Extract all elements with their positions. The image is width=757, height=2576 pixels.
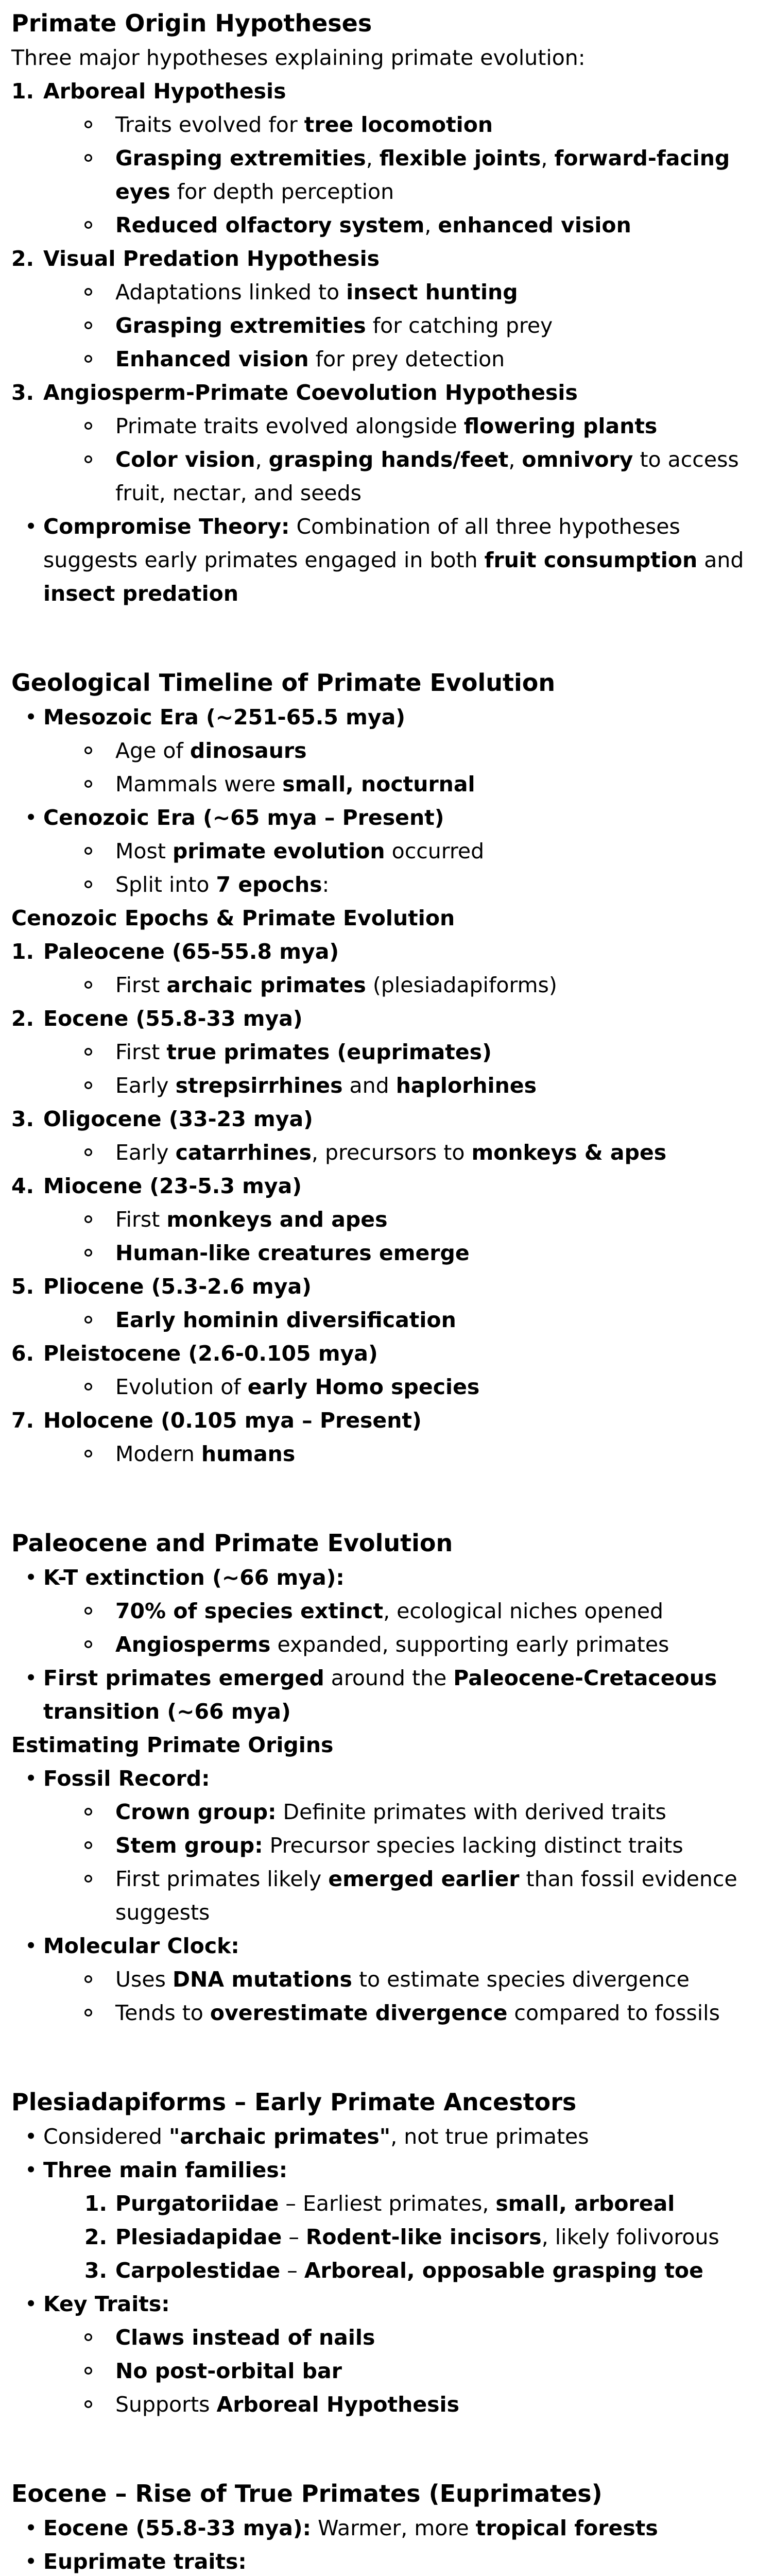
bold-text: insect predation [43,581,239,606]
intro-text: Three major hypotheses explaining primate evolution: [11,45,586,70]
bold-text: 70% of species extinct [115,1599,384,1623]
sub-item [84,1829,748,1862]
list-number: 1. [84,2191,108,2216]
sub-list [43,108,748,242]
bold-text: overestimate divergence [210,2001,508,2025]
sub-list [43,410,748,510]
subsection-title: Cenozoic Epochs & Primate Evolution [11,906,455,930]
bold-text: Molecular Clock: [43,1934,239,1958]
item-heading: Oligocene (33-23 mya) [43,1107,313,1131]
item-heading: Pleistocene (2.6-0.105 mya) [43,1341,378,1366]
sub-item [84,768,748,801]
bold-text: flowering plants [463,414,658,438]
text-run: Uses [115,1967,173,1992]
item-heading: Paleocene (65-55.8 mya) [43,939,339,964]
text-run: Combination of all three hypotheses suggests early primates engaged in both [43,514,680,572]
bullet-marker: • [25,2124,38,2149]
text-run: Warmer, more [311,2516,476,2540]
circle-bullet [84,1383,92,1391]
text-run: Traits evolved for [115,112,304,137]
eocene-list [11,2512,748,2576]
circle-bullet [84,880,92,888]
text-run: and [342,1073,396,1098]
text-run: – [282,2225,306,2249]
bold-text: small, arboreal [495,2191,675,2216]
text-run: for prey detection [308,347,505,371]
circle-bullet [84,1316,92,1324]
sub-item [84,2388,748,2421]
hypothesis-item [11,75,748,242]
sub-item [84,734,748,768]
circle-bullet [84,355,92,363]
list-number: 7. [11,1408,35,1433]
text-run: Early [115,1073,176,1098]
bold-text: archaic primates [166,973,366,997]
text-run: Mammals were [115,772,283,796]
traits-item [11,2287,748,2421]
euprimate-traits-item [11,2545,748,2576]
bold-text: Stem group: [115,1833,263,1858]
bullet-marker: • [25,2549,38,2574]
origin-method-item [11,1762,748,1929]
bold-text: omnivory [522,447,633,472]
text-run: Early [115,1140,176,1165]
text-run: for catching prey [366,313,553,338]
epoch-item [11,1404,748,1471]
bold-text: haplorhines [395,1073,537,1098]
item-heading: Euprimate traits: [43,2549,247,2574]
sub-list [43,734,748,801]
bold-text: catarrhines [175,1140,312,1165]
family-item [84,2187,748,2221]
origins-list [11,1762,748,2030]
circle-bullet [84,1975,92,1983]
epoch-item [11,1170,748,1270]
bold-text: Reduced olfactory system [115,213,425,238]
bold-text: fruit consumption [484,548,698,572]
section-primate-origin-hypotheses [11,5,748,611]
text-run: than fossil evidence suggests [115,1867,737,1925]
list-number: 5. [11,1274,35,1299]
subsection-title: Estimating Primate Origins [11,1733,334,1757]
text-run: , not true primates [390,2124,589,2149]
sub-item [84,2321,748,2354]
list-number: 4. [11,1174,35,1198]
list-number: 1. [11,79,35,104]
epoch-item [11,1337,748,1404]
text-run: Age of [115,738,190,763]
origin-method-item [11,1929,748,2030]
sub-item [84,1303,748,1337]
bold-text: Mesozoic Era (~251-65.5 mya) [43,705,405,730]
bold-text: primate evolution [172,839,385,863]
text-run: Precursor species lacking distinct traits [263,1833,683,1858]
text-run: Tends to [115,2001,210,2025]
bold-text: Grasping extremities [115,313,366,338]
circle-bullet [84,847,92,855]
bullet-marker: • [25,1565,38,1590]
bold-text: "archaic primates" [168,2124,391,2149]
sub-list [43,1595,748,1662]
bold-text: Early hominin diversification [115,1308,456,1332]
text-run: occurred [385,839,485,863]
bold-text: First primates emerged [43,1666,324,1690]
text-run: compared to fossils [507,2001,720,2025]
section-title: Paleocene and Primate Evolution [11,1529,453,1557]
bold-text: Claws instead of nails [115,2325,375,2350]
circle-bullet [84,1808,92,1816]
list-number: 3. [11,380,35,405]
bold-text: Purgatoriidae [115,2191,279,2216]
families-item [11,2154,748,2287]
bold-text: tree locomotion [304,112,493,137]
section-paleocene [11,1525,748,2030]
circle-bullet [84,154,92,162]
sub-item [84,108,748,142]
bold-text: Plesiadapidae [115,2225,282,2249]
circle-bullet [84,1081,92,1089]
plesiadapiform-list [11,2120,748,2421]
sub-list [43,276,748,376]
sub-list [43,835,748,902]
bold-text: monkeys & apes [471,1140,667,1165]
bold-text: small, nocturnal [282,772,475,796]
sub-item [84,1862,748,1929]
item-heading: Key Traits: [43,2292,170,2316]
hypothesis-item [11,242,748,376]
sub-item [84,1203,748,1236]
bold-text: early Homo species [247,1375,480,1399]
epoch-item [11,935,748,1002]
sub-item [84,1996,748,2030]
sub-item [84,1236,748,1270]
text-run: , [541,146,555,171]
bold-text: Cenozoic Era (~65 mya – Present) [43,805,444,830]
era-item [11,701,748,801]
item-heading: Arboreal Hypothesis [43,79,286,104]
text-run: , [366,146,380,171]
bold-text: flexible joints [379,146,541,171]
sub-item [84,343,748,376]
compromise-item [11,510,748,611]
section-plesiadapiforms [11,2084,748,2421]
bold-text: Arboreal Hypothesis [216,2392,459,2417]
list-number: 3. [11,1107,35,1131]
text-run: Split into [115,872,216,897]
epoch-item [11,1103,748,1170]
section-title: Eocene – Rise of True Primates (Euprimates) [11,2480,603,2507]
item-heading: Pliocene (5.3-2.6 mya) [43,1274,312,1299]
sub-item [84,1036,748,1069]
bullet-marker: • [25,514,38,539]
sub-item [84,835,748,868]
circle-bullet [84,1215,92,1223]
text-run: First [115,1207,167,1232]
bullet-marker: • [25,2516,38,2540]
sub-item [84,1963,748,1996]
circle-bullet [84,1875,92,1883]
bold-text: Arboreal, opposable grasping toe [304,2258,703,2283]
section-geological-timeline [11,665,748,1471]
bold-text: insect hunting [346,280,518,304]
paleocene-item [11,1662,748,1728]
sub-list [43,1036,748,1103]
list-number: 1. [11,939,35,964]
hypothesis-item [11,376,748,510]
circle-bullet [84,1048,92,1056]
bold-text: Eocene (55.8-33 mya): [43,2516,312,2540]
text-run: Modern [115,1442,201,1466]
bold-text: dinosaurs [190,738,307,763]
bullet-marker: • [25,2158,38,2182]
text-run: expanded, supporting early primates [270,1632,669,1657]
text-run: , [508,447,522,472]
bold-text: Fossil Record: [43,1766,210,1791]
text-run: , [424,213,438,238]
sub-item [84,1370,748,1404]
bold-text: Human-like creatures emerge [115,1241,470,1265]
bold-text: 7 epochs [216,872,322,897]
sub-item [84,142,748,209]
item-heading: Holocene (0.105 mya – Present) [43,1408,422,1433]
bold-text: enhanced vision [438,213,631,238]
text-run: for depth perception [170,179,394,204]
bullet-marker: • [25,1766,38,1791]
circle-bullet [84,1450,92,1458]
paleocene-item [11,1561,748,1662]
text-run: Adaptations linked to [115,280,347,304]
sub-item [84,868,748,902]
text-run: Supports [115,2392,217,2417]
text-run: – [280,2258,304,2283]
hypothesis-list [11,75,748,611]
text-run: Considered [43,2124,169,2149]
text-run: , [255,447,269,472]
sub-item [84,443,748,510]
text-run: – Earliest primates, [279,2191,496,2216]
text-run: (plesiadapiforms) [366,973,557,997]
text-run: and [697,548,744,572]
text-run: , likely folivorous [541,2225,719,2249]
circle-bullet [84,1249,92,1257]
era-list [11,701,748,902]
paleocene-list [11,1561,748,1728]
sub-list [43,969,748,1002]
bullet-marker: • [25,1934,38,1958]
bold-text: forward-facing eyes [115,146,730,204]
circle-bullet [84,422,92,430]
bold-text: Compromise Theory: [43,514,290,539]
sub-list [43,1795,748,1929]
section-eocene [11,2476,748,2576]
circle-bullet [84,2400,92,2408]
epoch-item [11,1270,748,1337]
bold-text: Grasping extremities [115,146,366,171]
circle-bullet [84,1607,92,1615]
bold-text: strepsirrhines [175,1073,343,1098]
bold-text: humans [201,1442,296,1466]
bold-text: K-T extinction (~66 mya): [43,1565,345,1590]
item-heading: Miocene (23-5.3 mya) [43,1174,302,1198]
list-number: 2. [11,246,35,271]
text-run: : [322,872,330,897]
sub-item [84,1069,748,1103]
family-list [43,2187,748,2287]
text-run: First [115,1040,167,1064]
text-run: Most [115,839,173,863]
text-run: First [115,973,167,997]
section-title: Primate Origin Hypotheses [11,9,372,37]
text-run: , ecological niches opened [383,1599,664,1623]
bold-text: No post-orbital bar [115,2359,342,2383]
epoch-list [11,935,748,1471]
list-number: 2. [11,1006,35,1031]
item-heading: Angiosperm-Primate Coevolution Hypothesis [43,380,578,405]
text-run: First primates likely [115,1867,329,1891]
list-number: 3. [84,2258,108,2283]
bold-text: Angiosperms [115,1632,271,1657]
sub-list [43,1203,748,1270]
circle-bullet [84,780,92,788]
text-run: Primate traits evolved alongside [115,414,464,438]
circle-bullet [84,1640,92,1648]
sub-list [43,1370,748,1404]
text-run: , precursors to [311,1140,472,1165]
bold-text: DNA mutations [173,1967,352,1992]
bold-text: monkeys and apes [166,1207,388,1232]
family-item [84,2254,748,2287]
bold-text: Enhanced vision [115,347,309,371]
era-item [11,801,748,902]
bullet-marker: • [25,805,38,830]
bold-text: Carpolestidae [115,2258,281,2283]
list-number: 2. [84,2225,108,2249]
bold-text: Crown group: [115,1800,277,1824]
text-run: Definite primates with derived traits [276,1800,666,1824]
circle-bullet [84,221,92,229]
text-run: Evolution of [115,1375,248,1399]
circle-bullet [84,121,92,128]
bold-text: Rodent-like incisors [305,2225,542,2249]
circle-bullet [84,2009,92,2016]
epoch-item [11,1002,748,1103]
sub-item [84,2354,748,2388]
circle-bullet [84,321,92,329]
sub-item [84,969,748,1002]
bold-text: Color vision [115,447,255,472]
family-item [84,2221,748,2254]
section-title: Geological Timeline of Primate Evolution [11,669,556,697]
circle-bullet [84,288,92,296]
circle-bullet [84,455,92,463]
sub-list [43,1437,748,1471]
sub-item [84,276,748,309]
eocene-item [11,2512,748,2545]
list-number: 6. [11,1341,35,1366]
section-title: Plesiadapiforms – Early Primate Ancestors [11,2088,577,2116]
sub-list [43,2321,748,2421]
sub-item [84,1795,748,1829]
considered-item [11,2120,748,2154]
text-run: around the [324,1666,454,1690]
text-run: to estimate species divergence [352,1967,690,1992]
circle-bullet [84,1148,92,1156]
circle-bullet [84,2367,92,2375]
item-heading: Visual Predation Hypothesis [43,246,380,271]
bullet-marker: • [25,2292,38,2316]
circle-bullet [84,1841,92,1849]
item-heading: Three main families: [43,2158,288,2182]
bold-text: grasping hands/feet [268,447,509,472]
sub-item [84,1595,748,1628]
sub-item [84,209,748,242]
circle-bullet [84,747,92,754]
text-run: to access fruit, nectar, and seeds [115,447,739,505]
item-heading: Eocene (55.8-33 mya) [43,1006,303,1031]
sub-item [84,309,748,343]
sub-item [84,1136,748,1170]
bold-text: true primates (euprimates) [166,1040,492,1064]
bold-text: Paleocene-Cretaceous transition (~66 mya) [43,1666,717,1724]
sub-item [84,410,748,443]
circle-bullet [84,2333,92,2341]
bold-text: emerged earlier [328,1867,520,1891]
bullet-marker: • [25,1666,38,1690]
sub-list [43,1136,748,1170]
sub-item [84,1437,748,1471]
sub-list [43,1303,748,1337]
sub-list [43,1963,748,2030]
bold-text: tropical forests [475,2516,658,2540]
bullet-marker: • [25,705,38,730]
sub-item [84,1628,748,1662]
circle-bullet [84,981,92,989]
